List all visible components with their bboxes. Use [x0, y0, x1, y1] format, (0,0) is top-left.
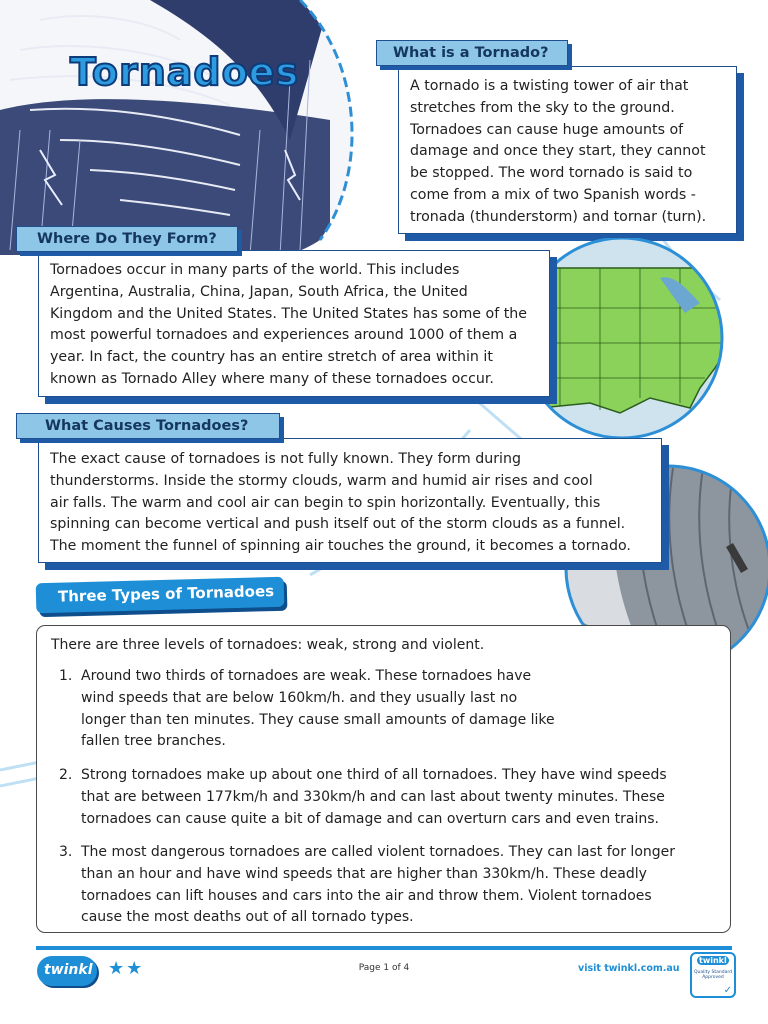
where-form-line: Argentina, Australia, China, Japan, South Africa, the United — [50, 283, 468, 300]
quality-badge — [690, 952, 736, 998]
list-item-line: that are between 177km/h and 330km/h and can last about twenty minutes. These — [81, 788, 665, 805]
what-is-line: Tornadoes can cause huge amounts of — [410, 121, 684, 138]
where-form-box — [38, 250, 550, 397]
causes-line: air falls. The warm and cool air can begin to spin horizontally. Eventually, this — [50, 494, 601, 511]
causes-heading: What Causes Tornadoes? — [16, 413, 280, 439]
types-box — [36, 625, 731, 933]
where-form-line: Tornadoes occur in many parts of the world. This includes — [50, 262, 460, 278]
list-item-number: 3. — [59, 844, 73, 860]
types-heading-label: Three Types of Tornadoes — [57, 582, 275, 606]
list-item-number: 1. — [59, 668, 73, 684]
rating-stars: ★★ — [108, 958, 145, 979]
twinkl-logo-text: twinkl — [44, 962, 93, 978]
causes-line: The moment the funnel of spinning air touches the ground, it becomes a tornado. — [50, 538, 631, 555]
where-form-line: most powerful tornadoes and experiences around 1000 of them a — [50, 327, 518, 344]
list-item-line: wind speeds that are below 160km/h. and they usually last no — [81, 689, 518, 706]
where-form-line: year. In fact, the country has an entire stretch of area within it — [50, 349, 493, 366]
list-item-line: fallen tree branches. — [81, 733, 226, 750]
causes-line: The exact cause of tornadoes is not fully known. They form during — [50, 451, 521, 467]
footer-divider — [36, 946, 732, 950]
what-is-line: A tornado is a twisting tower of air that — [410, 78, 689, 94]
what-is-line: tronada (thunderstorm) and tornar (turn). — [410, 208, 707, 225]
what-is-line: stretches from the sky to the ground. — [410, 99, 675, 116]
where-form-line: known as Tornado Alley where many of these tornadoes occur. — [50, 370, 494, 387]
what-is-line: be stopped. The word tornado is said to — [410, 165, 693, 182]
list-item-line: The most dangerous tornadoes are called violent tornadoes. They can last for longer — [81, 844, 676, 860]
twinkl-logo[interactable] — [37, 956, 97, 986]
what-is-heading: What is a Tornado? — [376, 40, 568, 66]
where-form-heading: Where Do They Form? — [16, 226, 238, 252]
list-item-line: tornadoes can lift houses and cars into the air and throw them. Violent tornadoes — [81, 887, 652, 904]
what-is-line: come from a mix of two Spanish words - — [410, 186, 696, 203]
causes-line: spinning can become vertical and push itself out of the storm clouds as a funnel. — [50, 516, 626, 533]
page-number: Page 1 of 4 — [358, 963, 410, 973]
list-item-line: Strong tornadoes make up about one third of all tornadoes. They have wind speeds — [81, 767, 667, 783]
list-item-line: Around two thirds of tornadoes are weak. These tornadoes have — [81, 668, 532, 684]
list-item-line: than an hour and have wind speeds that are higher than 330km/h. These deadly — [81, 865, 647, 882]
list-item — [59, 765, 721, 830]
page-title: Tornadoes — [70, 50, 300, 94]
what-is-tornado-box — [398, 66, 737, 234]
where-form-line: Kingdom and the United States. The United States has some of the — [50, 305, 528, 322]
causes-box — [38, 438, 662, 563]
list-item-line: tornadoes can cause quite a bit of damage and can overturn cars and even trains. — [81, 810, 659, 827]
website-link[interactable]: visit twinkl.com.au — [578, 963, 680, 974]
list-item-number: 2. — [59, 767, 73, 783]
what-is-line: damage and once they start, they cannot — [410, 143, 706, 160]
list-item — [59, 842, 721, 929]
list-item — [59, 666, 681, 753]
quality-badge-brand: twinkl — [699, 956, 727, 965]
quality-badge-text: Quality Standard Approved — [694, 970, 732, 980]
checkmark-icon: ✓ — [723, 985, 732, 996]
list-item-line: cause the most deaths out of all tornado types. — [81, 909, 414, 926]
types-intro: There are three levels of tornadoes: weak, strong and violent. — [51, 637, 485, 653]
causes-line: thunderstorms. Inside the stormy clouds, warm and humid air rises and cool — [50, 472, 593, 489]
list-item-line: longer than ten minutes. They cause small amounts of damage like — [81, 711, 555, 728]
